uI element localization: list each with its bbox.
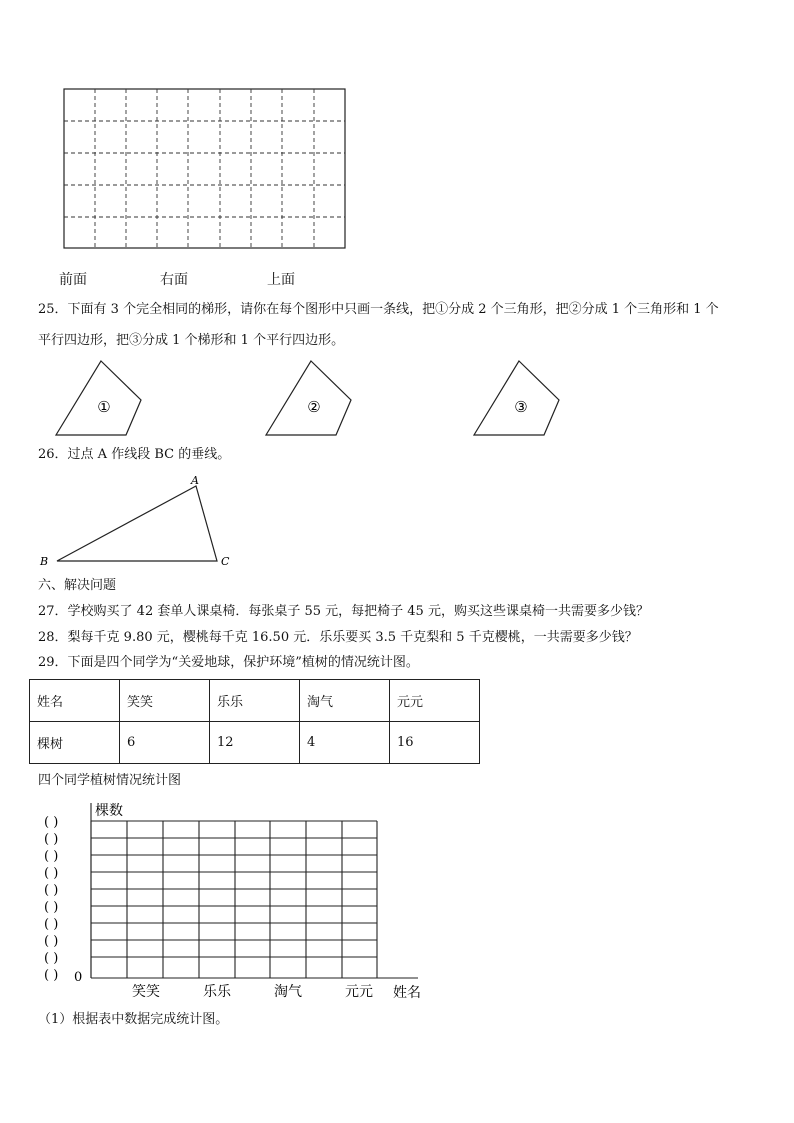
- trapezoid-figures: [0, 355, 794, 445]
- view-grid-border: [64, 89, 345, 248]
- section-title: 六、解决问题: [38, 578, 117, 593]
- view-grid: [0, 0, 794, 300]
- table-cell: 12: [210, 722, 300, 764]
- y-axis-blank-slot: ( ): [44, 917, 59, 932]
- q27-text: 27．学校购买了 42 套单人课桌椅．每张桌子 55 元，每把椅子 45 元，购买这些课桌椅一共需要多少钱？: [38, 604, 649, 619]
- trapezoid-3-label: ③: [514, 398, 528, 416]
- q29-text: 29．下面是四个同学为“关爱地球，保护环境”植树的情况统计图。: [38, 655, 419, 670]
- point-b-label: B: [40, 555, 49, 568]
- trapezoid-1-label: ①: [97, 398, 111, 416]
- view-grid-dashes: [64, 89, 345, 248]
- view-label-right: 右面: [160, 272, 188, 288]
- chart-title: 四个同学植树情况统计图: [38, 773, 182, 788]
- table-cell: 4: [300, 722, 390, 764]
- blank-chart: [0, 795, 794, 1005]
- y-axis-blank-slot: ( ): [44, 951, 59, 966]
- table-cell: 16: [390, 722, 480, 764]
- y-axis-blank-slot: ( ): [44, 900, 59, 915]
- point-a-label: A: [191, 474, 199, 487]
- table-row: [30, 722, 480, 764]
- y-axis-blank-slot: ( ): [44, 849, 59, 864]
- x-axis-label: 姓名: [393, 985, 421, 1001]
- triangle-outline: [57, 486, 217, 561]
- trapezoid-1: [56, 361, 141, 435]
- y-axis-blank-slot: ( ): [44, 968, 59, 983]
- trapezoid-2-label: ②: [307, 398, 321, 416]
- trapezoid-3: [474, 361, 559, 435]
- table-cell: 乐乐: [210, 680, 300, 722]
- q28-text: 28．梨每千克 9.80 元，樱桃每千克 16.50 元．乐乐要买 3.5 千克梨和 5 千克樱桃，一共需要多少钱？: [38, 630, 638, 645]
- tree-table: [29, 679, 480, 764]
- x-tick-label: 元元: [345, 984, 373, 1000]
- y-axis-blank-slot: ( ): [44, 866, 59, 881]
- table-cell: 元元: [390, 680, 480, 722]
- x-tick-label: 淘气: [274, 984, 302, 1000]
- x-tick-label: 乐乐: [203, 984, 231, 1000]
- origin-label: 0: [74, 970, 83, 985]
- table-cell: 姓名: [30, 680, 120, 722]
- table-cell: 棵树: [30, 722, 120, 764]
- chart-grid: [91, 803, 418, 978]
- q29-sub1: （1）根据表中数据完成统计图。: [38, 1012, 229, 1027]
- table-cell: 笑笑: [120, 680, 210, 722]
- table-cell: 6: [120, 722, 210, 764]
- point-c-label: C: [221, 555, 230, 568]
- y-axis-blank-slot: ( ): [44, 832, 59, 847]
- trapezoid-2: [266, 361, 351, 435]
- view-label-top: 上面: [267, 272, 295, 288]
- y-axis-blank-slot: ( ): [44, 934, 59, 949]
- q25-line2: 平行四边形，把③分成 1 个梯形和 1 个平行四边形。: [38, 333, 345, 348]
- y-axis-blank-slots: [44, 815, 58, 983]
- q26-text: 26．过点 A 作线段 BC 的垂线。: [38, 447, 231, 462]
- y-axis-label: 棵数: [95, 803, 123, 819]
- view-label-front: 前面: [59, 272, 87, 288]
- table-cell: 淘气: [300, 680, 390, 722]
- triangle-abc: [0, 470, 794, 570]
- y-axis-blank-slot: ( ): [44, 883, 59, 898]
- q25-line1: 25．下面有 3 个完全相同的梯形，请你在每个图形中只画一条线，把①分成 2 个三角形，把②分成 1 个三角形和 1 个: [38, 302, 719, 317]
- x-tick-label: 笑笑: [132, 984, 160, 1000]
- table-header-row: [30, 680, 480, 722]
- y-axis-blank-slot: ( ): [44, 815, 59, 830]
